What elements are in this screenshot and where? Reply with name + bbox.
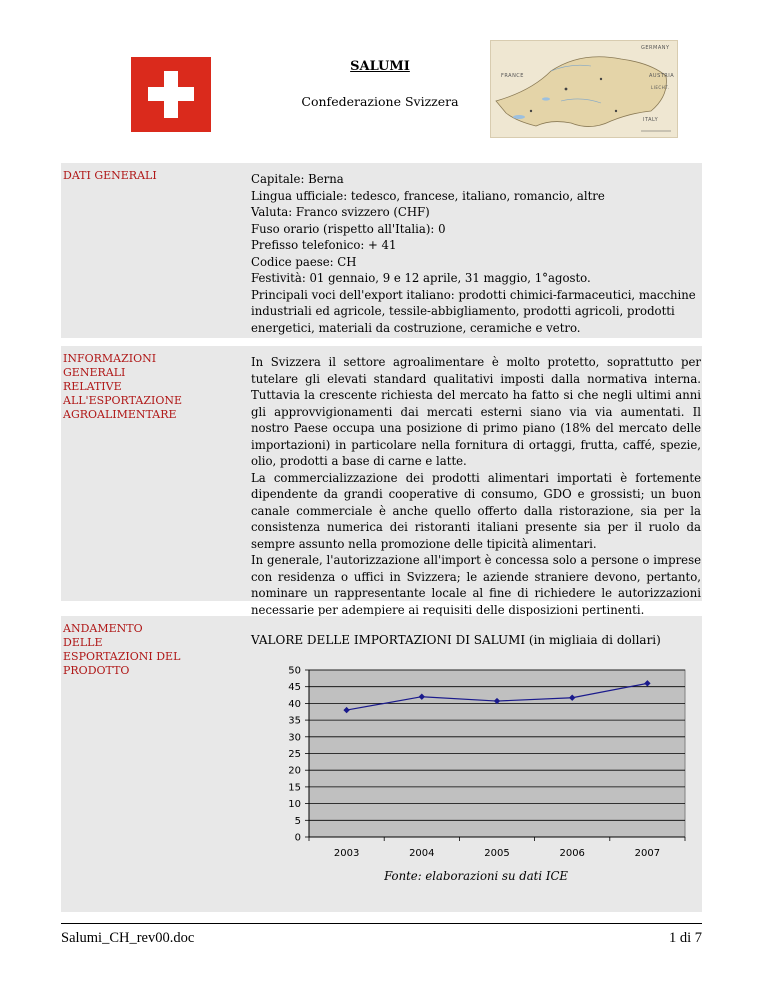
line-chart: [231, 656, 691, 866]
page-title: SALUMI: [350, 59, 410, 74]
section-andamento: [61, 616, 702, 912]
x-tick-label: 2005: [484, 848, 510, 859]
map-label-liechtenstein: LIECHT.: [651, 85, 670, 90]
section-body: [251, 354, 701, 618]
paragraph: In generale, l'autorizzazione all'import è concessa solo a persone o imprese con residenza o uffici in Svizzera; le aziende straniere devono, pertanto, nominare un rappresentante locale al fine di richiedere le autorizzazioni necessarie per adempiere ai requisiti delle disposizioni pertinenti.: [251, 553, 701, 617]
info-codice-paese: Codice paese: CH: [251, 254, 357, 269]
title-block: [250, 55, 510, 109]
y-tick-label: 25: [288, 749, 301, 760]
info-lingua: Lingua ufficiale: tedesco, francese, italiano, romancio, altre: [251, 188, 605, 203]
switzerland-map: [490, 40, 678, 138]
chart-title: VALORE DELLE IMPORTAZIONI DI SALUMI (in migliaia di dollari): [251, 633, 661, 647]
info-festivita: Festività: 01 gennaio, 9 e 12 aprile, 31 maggio, 1°agosto.: [251, 271, 591, 285]
y-tick-label: 20: [288, 765, 301, 777]
y-tick-label: 50: [288, 665, 301, 677]
y-tick-label: 30: [288, 732, 301, 744]
y-tick-label: 45: [288, 682, 301, 694]
y-tick-label: 10: [288, 799, 301, 811]
section-body: [251, 171, 701, 336]
footer-filename: Salumi_CH_rev00.doc: [61, 930, 195, 946]
flag-cross-horizontal: [148, 87, 194, 101]
paragraph: In Svizzera il settore agroalimentare è molto protetto, soprattutto per tutelare gli elevati standard qualitativi imposti dalla normativa interna. Tuttavia la crescente richiesta del mercato ha fatto si che negli ultimi anni gli approvvigionamenti dai mercati esterni siano via via aumentati. Il nostro Paese occupa una posizione di primo piano (18% del mercato delle importazioni) in particolare nella fornitura di ortaggi, frutta, caffé, spezie, olio, prodotti a base di carne e latte.: [251, 355, 701, 468]
x-tick-label: 2004: [409, 848, 435, 859]
map-label-italy: ITALY: [643, 117, 659, 123]
chart-source: Fonte: elaborazioni su dati ICE: [384, 869, 568, 883]
map-label-germany: GERMANY: [641, 45, 670, 51]
section-label: DATI GENERALI: [63, 169, 157, 182]
footer-divider: [61, 923, 702, 924]
map-label-austria: AUSTRIA: [649, 73, 675, 79]
swiss-flag: [131, 57, 211, 132]
y-tick-label: 35: [288, 715, 301, 727]
info-capitale: Capitale: Berna: [251, 172, 344, 186]
paragraph: La commercializzazione dei prodotti alimentari importati è fortemente dipendente da grandi cooperative di consumo, GDO e grossisti; un buon canale commerciale è anche quello offerto dalla ristorazione, sia per la consistenza numerica dei ristoranti italiani presente sia per il ruolo da sempre assunto nella promozione delle tipicità alimentari.: [251, 470, 701, 551]
info-valuta: Valuta: Franco svizzero (CHF): [251, 205, 430, 219]
y-tick-label: 0: [294, 832, 301, 844]
section-dati-generali: [61, 163, 702, 338]
footer-page-number: 1 di 7: [668, 930, 702, 946]
section-informazioni: [61, 346, 702, 617]
section-label: INFORMAZIONI GENERALI RELATIVE ALL'ESPORTAZIONE AGROALIMENTARE: [63, 352, 182, 421]
y-tick-label: 15: [288, 782, 301, 794]
x-tick-label: 2007: [634, 848, 661, 859]
section-label: ANDAMENTO DELLE ESPORTAZIONI DEL PRODOTTO: [63, 622, 181, 677]
y-tick-label: 40: [288, 698, 301, 710]
page-subtitle: Confederazione Svizzera: [301, 94, 459, 109]
info-prefisso: Prefisso telefonico: + 41: [251, 238, 397, 252]
y-tick-label: 5: [294, 815, 301, 827]
x-tick-label: 2003: [333, 848, 360, 859]
info-fuso-orario: Fuso orario (rispetto all'Italia): 0: [251, 221, 446, 236]
info-export-italiano: Principali voci dell'export italiano: prodotti chimici-farmaceutici, macchine industriali ed agricole, tessile-abbigliamento, prodotti agricoli, prodotti energetici, materiali da costruzione, ceramiche e vetro.: [251, 287, 696, 335]
x-tick-label: 2006: [559, 848, 585, 859]
map-label-france: FRANCE: [501, 73, 524, 79]
